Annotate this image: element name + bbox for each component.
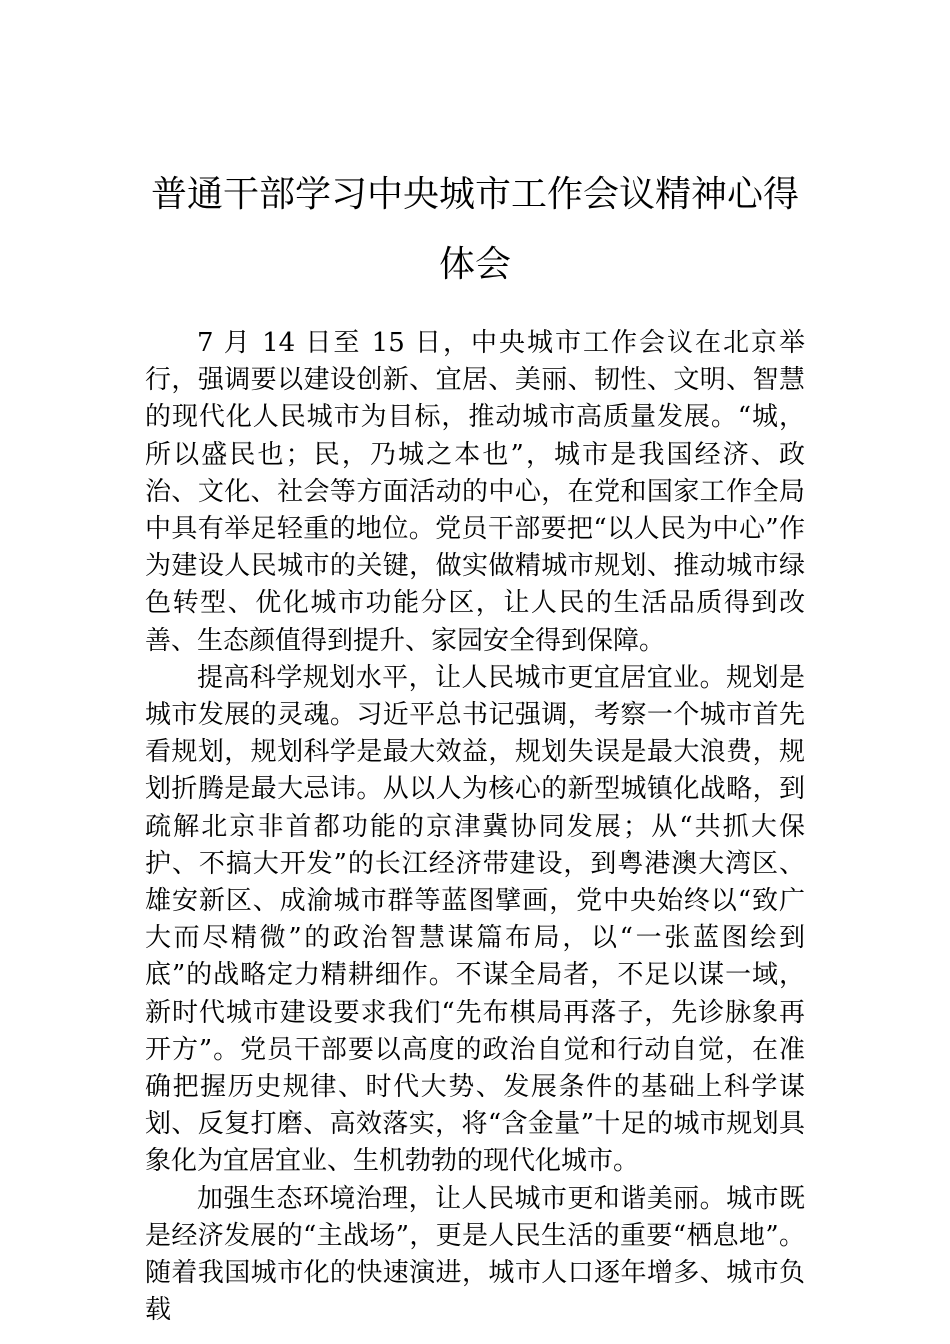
document-body (145, 325, 805, 1329)
paragraph-3: 加强生态环境治理，让人民城市更和谐美丽。城市既是经济发展的“主战场”，更是人民生活的重要“栖息地”。随着我国城市化的快速演进，城市人口逐年增多、城市负载 (145, 1183, 805, 1326)
paragraph-2: 提高科学规划水平，让人民城市更宜居宜业。规划是城市发展的灵魂。习近平总书记强调，考察一个城市首先看规划，规划科学是最大效益，规划失误是最大浪费，规划折腾是最大忌讳。从以人为核心的新型城镇化战略，到疏解北京非首都功能的京津冀协同发展；从“共抓大保护、不搞大开发”的长江经济带建设，到粤港澳大湾区、雄安新区、成渝城市群等蓝图擘画，党中央始终以“致广大而尽精微”的政治智慧谋篇布局，以“一张蓝图绘到底”的战略定力精耕细作。不谋全局者，不足以谋一域，新时代城市建设要求我们“先布棋局再落子，先诊脉象再开方”。党员干部要以高度的政治自觉和行动自觉，在准确把握历史规律、时代大势、发展条件的基础上科学谋划、反复打磨、高效落实，将“含金量”十足的城市规划具象化为宜居宜业、生机勃勃的现代化城市。 (145, 662, 805, 1177)
paragraph-1: 7 月 14 日至 15 日，中央城市工作会议在北京举行，强调要以建设创新、宜居、美丽、韧性、文明、智慧的现代化人民城市为目标，推动城市高质量发展。“城，所以盛民也；民，乃城之本也”，城市是我国经济、政治、文化、社会等方面活动的中心，在党和国家工作全局中具有举足轻重的地位。党员干部要把“以人民为中心”作为建设人民城市的关键，做实做精城市规划、推动城市绿色转型、优化城市功能分区，让人民的生活品质得到改善、生态颜值得到提升、家园安全得到保障。 (145, 328, 805, 656)
document-title: 普通干部学习中央城市工作会议精神心得体会 (150, 174, 799, 285)
